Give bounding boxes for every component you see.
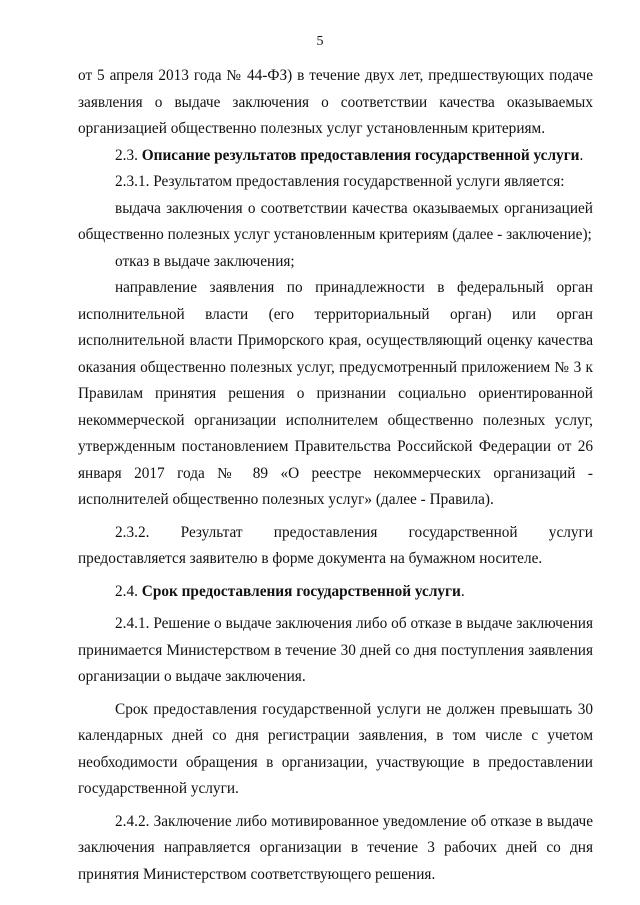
section-heading-2-3: 2.3. Описание результатов предоставления государственной услуги. [115, 146, 584, 164]
paragraph-result-issue: выдача заключения о соответствии качества оказываемых организацией общественно полезных услуг установленным критериям (далее - заключение); [78, 199, 593, 243]
page-number: 5 [316, 34, 324, 49]
paragraph-2-4-2: 2.4.2. Заключение либо мотивированное уведомление об отказе в выдаче заключения направляется организации в течение 3 рабочих дней со дня принятия Министерством соответствующего решения. [78, 812, 593, 883]
paragraph-continuation: от 5 апреля 2013 года № 44-ФЗ) в течение двух лет, предшествующих подаче заявления о выдаче заключения о соответствии качества оказываемых организацией общественно полезных услуг установленным критериям. [78, 67, 593, 137]
paragraph-2-4-1: 2.4.1. Решение о выдаче заключения либо об отказе в выдаче заключения принимается Министерством в течение 30 дней со дня поступления заявления организации о выдаче заключения. [78, 615, 593, 685]
paragraph-2-3-1: 2.3.1. Результатом предоставления государственной услуги является: [115, 173, 565, 190]
section-heading-2-4: 2.4. Срок предоставления государственной услуги. [115, 582, 465, 600]
section-heading-2-3-title: Описание результатов предоставления государственной услуги [141, 146, 580, 164]
paragraph-result-redirect: направление заявления по принадлежности в федеральный орган исполнительной власти (его территориальный орган) или орган исполнительной власти Приморского края, осуществляющий оценку качества оказания общественно полезных услуг, предусмотренный приложением № 3 к Правилам принятия решения о признании социально ориентированной некоммерческой организации исполнителем общественно полезных услуг, утвержденным постановлением Правительства Российской Федерации от 26 января 2017 года № 89 «О реестре некоммерческих организаций - исполнителей общественно полезных услуг» (далее - Правила). [78, 279, 593, 508]
page-body [78, 63, 593, 888]
paragraph-2-3-2: 2.3.2. Результат предоставления государственной услуги предоставляется заявителю в форме документа на бумажном носителе. [78, 523, 593, 567]
paragraph-result-refusal: отказ в выдаче заключения; [115, 252, 295, 270]
section-heading-2-4-title: Срок предоставления государственной услуги [141, 582, 461, 600]
paragraph-term: Срок предоставления государственной услуги не должен превышать 30 календарных дней со дня регистрации заявления, в том числе с учетом необходимости обращения в организации, участвующие в предоставлении государственной услуги. [78, 700, 593, 797]
